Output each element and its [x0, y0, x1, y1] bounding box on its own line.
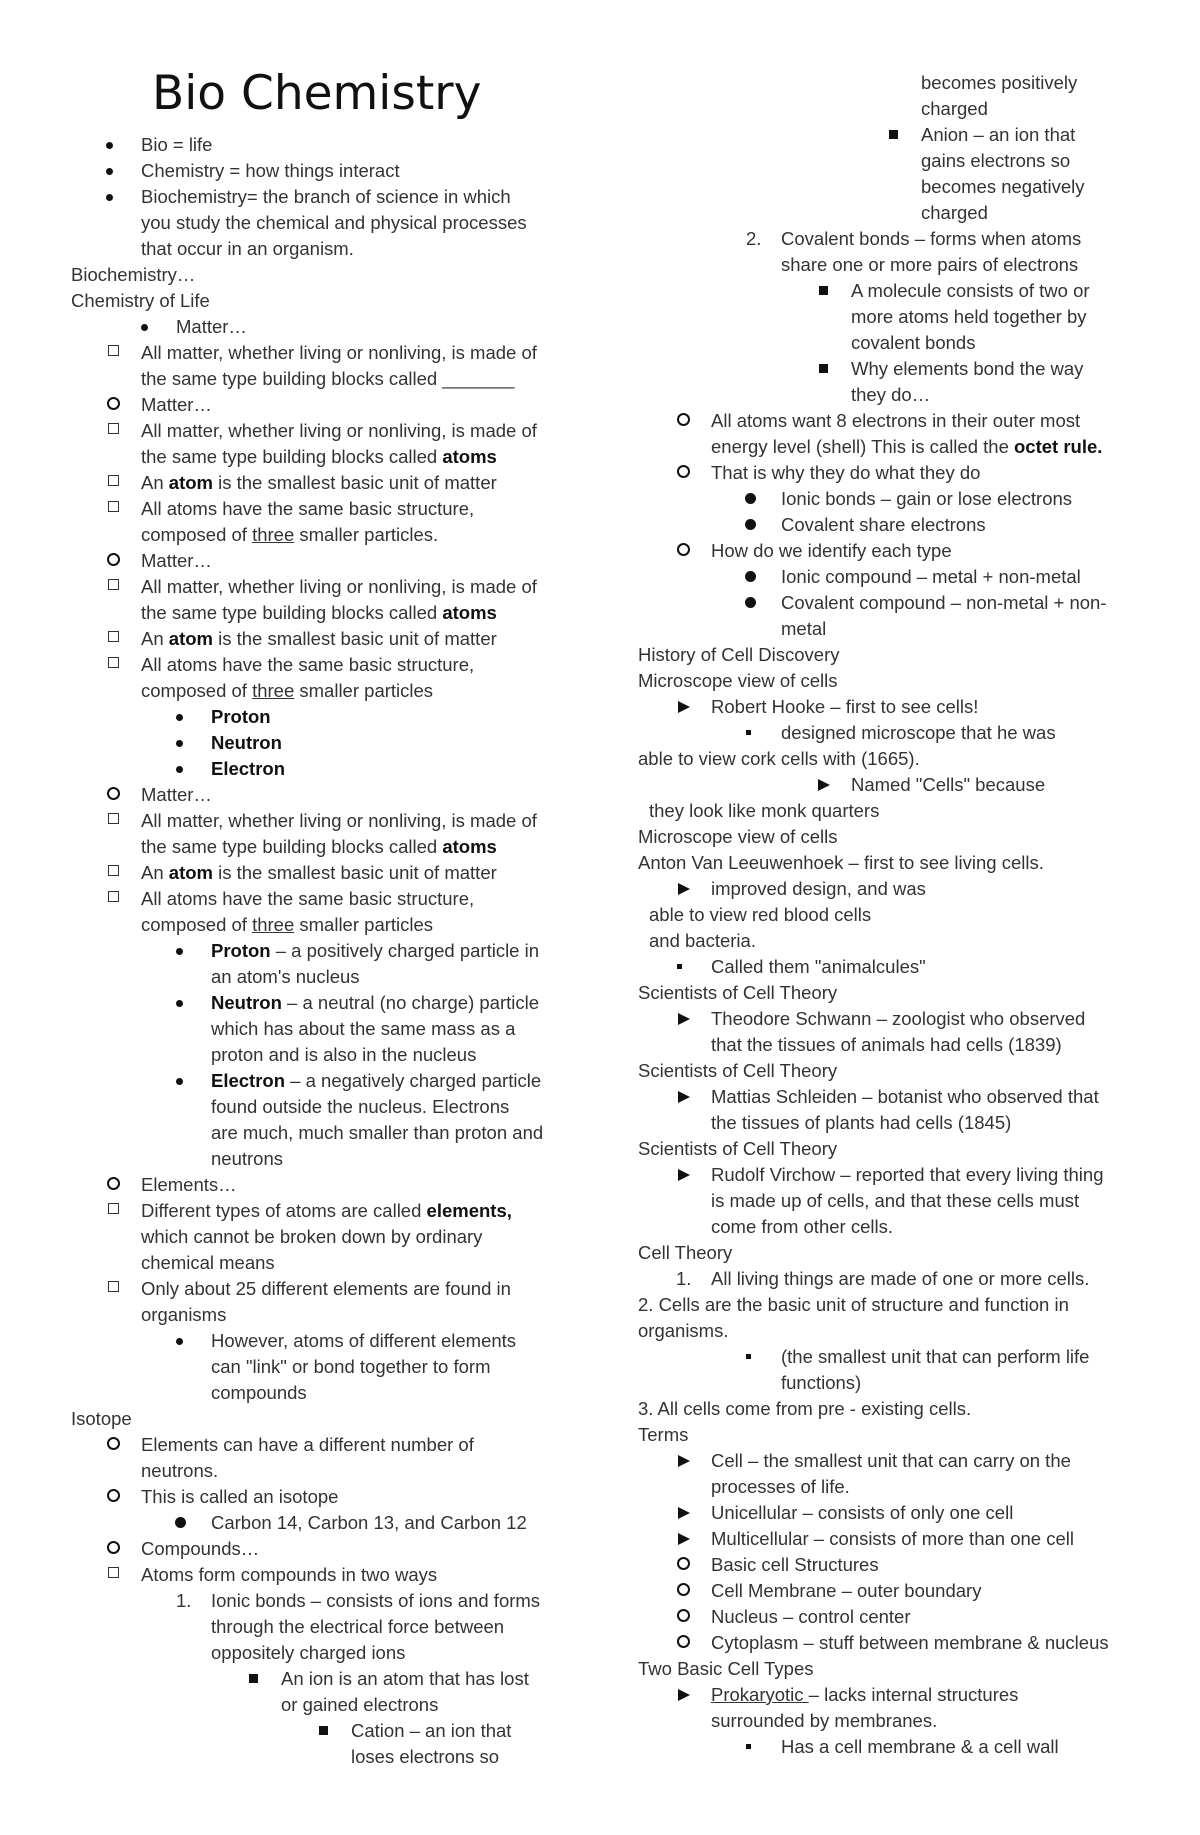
- text-line: Ionic bonds – consists of ions and forms: [211, 1590, 541, 1611]
- text-line: Covalent bonds – forms when atoms: [781, 228, 1082, 249]
- text-line: neutrons: [211, 1148, 283, 1169]
- text-line: All matter, whether living or nonliving, is made of: [141, 342, 537, 363]
- text-line: or gained electrons: [281, 1694, 439, 1715]
- text-line: metal: [781, 618, 827, 639]
- text-line: designed microscope that he was: [781, 722, 1056, 743]
- text-line: Proton – a positively charged particle in: [211, 940, 540, 961]
- text-line: A molecule consists of two or: [851, 280, 1090, 301]
- section-heading: Scientists of Cell Theory: [638, 1060, 838, 1081]
- text-line: Rudolf Virchow – reported that every living thing: [711, 1164, 1104, 1185]
- text-line: All atoms have the same basic structure,: [141, 498, 475, 519]
- checkbox-icon: [108, 579, 119, 590]
- arrow-bullet-icon: [678, 1091, 690, 1103]
- text-line: Elements can have a different number of: [141, 1434, 474, 1455]
- text-line: An ion is an atom that has lost: [281, 1668, 529, 1689]
- text-line: Cation – an ion that: [351, 1720, 512, 1741]
- checkbox-icon: [108, 345, 119, 356]
- text-line: All atoms want 8 electrons in their outer most: [711, 410, 1081, 431]
- square-bullet-icon: [249, 1674, 258, 1683]
- text-line: Called them "animalcules": [711, 956, 926, 977]
- text-line: processes of life.: [711, 1476, 850, 1497]
- circle-bullet-icon: [677, 1635, 690, 1648]
- text-line: All atoms have the same basic structure,: [141, 654, 475, 675]
- text-line: come from other cells.: [711, 1216, 893, 1237]
- text-line: improved design, and was: [711, 878, 926, 899]
- text-line: the same type building blocks called atoms: [141, 602, 497, 623]
- checkbox-icon: [108, 657, 119, 668]
- text-line: the same type building blocks called atoms: [141, 446, 497, 467]
- text-line: that occur in an organism.: [141, 238, 354, 259]
- text-line: gains electrons so: [921, 150, 1071, 171]
- text-line: composed of three smaller particles: [141, 680, 434, 701]
- text-line: Ionic bonds – gain or lose electrons: [781, 488, 1073, 509]
- text-line: An atom is the smallest basic unit of matter: [141, 862, 497, 883]
- arrow-bullet-icon: [678, 1455, 690, 1467]
- text-line: An atom is the smallest basic unit of matter: [141, 628, 497, 649]
- text-line: an atom's nucleus: [211, 966, 360, 987]
- text-line: Matter…: [141, 784, 212, 805]
- text-line: they look like monk quarters: [649, 800, 880, 821]
- text-line: composed of three smaller particles.: [141, 524, 439, 545]
- text-line: the same type building blocks called _______: [141, 368, 515, 389]
- text-line: Atoms form compounds in two ways: [141, 1564, 438, 1585]
- text-line: functions): [781, 1372, 862, 1393]
- checkbox-icon: [108, 501, 119, 512]
- text-line: All matter, whether living or nonliving, is made of: [141, 810, 537, 831]
- text-line: An atom is the smallest basic unit of matter: [141, 472, 497, 493]
- section-heading: Chemistry of Life: [71, 290, 210, 311]
- section-heading: Cell Theory: [638, 1242, 733, 1263]
- section-heading: Biochemistry…: [71, 264, 196, 285]
- section-heading: Terms: [638, 1424, 689, 1445]
- list-number: 1.: [176, 1590, 192, 1611]
- text-line: proton and is also in the nucleus: [211, 1044, 477, 1065]
- circle-bullet-icon: [107, 1177, 120, 1190]
- bullet-icon: [745, 597, 756, 608]
- text-line: chemical means: [141, 1252, 275, 1273]
- section-heading: Isotope: [71, 1408, 132, 1429]
- text-line: and bacteria.: [649, 930, 756, 951]
- circle-bullet-icon: [107, 553, 120, 566]
- bullet-icon: [176, 766, 183, 773]
- square-bullet-icon: [819, 286, 828, 295]
- text-line: Biochemistry= the branch of science in which: [141, 186, 511, 207]
- square-bullet-icon: [889, 130, 898, 139]
- text-line: Neutron: [211, 732, 282, 753]
- text-line: loses electrons so: [351, 1746, 500, 1767]
- text-line: surrounded by membranes.: [711, 1710, 938, 1731]
- text-line: Multicellular – consists of more than one cell: [711, 1528, 1074, 1549]
- text-line: neutrons.: [141, 1460, 219, 1481]
- section-heading: Microscope view of cells: [638, 670, 838, 691]
- text-line: composed of three smaller particles: [141, 914, 434, 935]
- text-line: charged: [921, 98, 988, 119]
- text-line: becomes negatively: [921, 176, 1085, 197]
- text-line: organisms.: [638, 1320, 729, 1341]
- arrow-bullet-icon: [678, 1533, 690, 1545]
- text-line: Covalent share electrons: [781, 514, 986, 535]
- bullet-icon: [106, 168, 113, 175]
- text-line: oppositely charged ions: [211, 1642, 406, 1663]
- text-line: Carbon 14, Carbon 13, and Carbon 12: [211, 1512, 527, 1533]
- bullet-icon: [745, 571, 756, 582]
- text-line: the same type building blocks called atoms: [141, 836, 497, 857]
- text-line: through the electrical force between: [211, 1616, 505, 1637]
- text-line: Mattias Schleiden – botanist who observed that: [711, 1086, 1099, 1107]
- circle-bullet-icon: [677, 1557, 690, 1570]
- text-line: which cannot be broken down by ordinary: [141, 1226, 483, 1247]
- text-line: energy level (shell) This is called the octet rule.: [711, 436, 1103, 457]
- bullet-icon: [745, 519, 756, 530]
- arrow-bullet-icon: [678, 1507, 690, 1519]
- text-line: Electron – a negatively charged particle: [211, 1070, 542, 1091]
- arrow-bullet-icon: [678, 1689, 690, 1701]
- text-line: Bio = life: [141, 134, 213, 155]
- text-line: can "link" or bond together to form: [211, 1356, 491, 1377]
- text-line: Chemistry = how things interact: [141, 160, 400, 181]
- text-line: organisms: [141, 1304, 227, 1325]
- arrow-bullet-icon: [818, 779, 830, 791]
- text-line: Basic cell Structures: [711, 1554, 879, 1575]
- section-heading: Scientists of Cell Theory: [638, 982, 838, 1003]
- text-line: How do we identify each type: [711, 540, 952, 561]
- bullet-icon: [175, 1517, 186, 1528]
- checkbox-icon: [108, 475, 119, 486]
- bullet-icon: [176, 1000, 183, 1007]
- text-line: becomes positively: [921, 72, 1078, 93]
- circle-bullet-icon: [677, 413, 690, 426]
- checkbox-icon: [108, 631, 119, 642]
- square-bullet-icon: [746, 1354, 751, 1359]
- circle-bullet-icon: [677, 1609, 690, 1622]
- section-heading: Scientists of Cell Theory: [638, 1138, 838, 1159]
- text-line: they do…: [851, 384, 931, 405]
- section-heading: Two Basic Cell Types: [638, 1658, 814, 1679]
- text-line: Nucleus – control center: [711, 1606, 911, 1627]
- circle-bullet-icon: [107, 1541, 120, 1554]
- bullet-icon: [745, 493, 756, 504]
- section-heading: History of Cell Discovery: [638, 644, 840, 665]
- text-line: All living things are made of one or more cells.: [711, 1268, 1090, 1289]
- circle-bullet-icon: [677, 465, 690, 478]
- checkbox-icon: [108, 865, 119, 876]
- arrow-bullet-icon: [678, 1169, 690, 1181]
- page-title: Bio Chemistry: [152, 66, 482, 121]
- text-line: Named "Cells" because: [851, 774, 1046, 795]
- text-line: All matter, whether living or nonliving, is made of: [141, 576, 537, 597]
- text-line: Elements…: [141, 1174, 237, 1195]
- text-line: compounds: [211, 1382, 307, 1403]
- text-line: Electron: [211, 758, 286, 779]
- text-line: found outside the nucleus. Electrons: [211, 1096, 510, 1117]
- circle-bullet-icon: [107, 1437, 120, 1450]
- bullet-icon: [106, 142, 113, 149]
- text-line: Cytoplasm – stuff between membrane & nucleus: [711, 1632, 1109, 1653]
- text-line: Proton: [211, 706, 271, 727]
- text-line: Only about 25 different elements are found in: [141, 1278, 511, 1299]
- text-line: Has a cell membrane & a cell wall: [781, 1736, 1059, 1757]
- circle-bullet-icon: [107, 787, 120, 800]
- text-line: (the smallest unit that can perform life: [781, 1346, 1090, 1367]
- section-heading: Microscope view of cells: [638, 826, 838, 847]
- circle-bullet-icon: [107, 397, 120, 410]
- text-line: This is called an isotope: [141, 1486, 339, 1507]
- checkbox-icon: [108, 891, 119, 902]
- square-bullet-icon: [819, 364, 828, 373]
- text-line: 3. All cells come from pre - existing cells.: [638, 1398, 972, 1419]
- circle-bullet-icon: [677, 543, 690, 556]
- checkbox-icon: [108, 1203, 119, 1214]
- square-bullet-icon: [319, 1726, 328, 1735]
- text-line: Anton Van Leeuwenhoek – first to see living cells.: [638, 852, 1044, 873]
- text-line: Ionic compound – metal + non-metal: [781, 566, 1081, 587]
- bullet-icon: [176, 1338, 183, 1345]
- text-line: Unicellular – consists of only one cell: [711, 1502, 1014, 1523]
- text-line: Anion – an ion that: [921, 124, 1076, 145]
- bullet-icon: [176, 1078, 183, 1085]
- text-line: Prokaryotic – lacks internal structures: [711, 1684, 1019, 1705]
- checkbox-icon: [108, 423, 119, 434]
- bullet-icon: [106, 194, 113, 201]
- text-line: is made up of cells, and that these cells must: [711, 1190, 1080, 1211]
- text-line: All matter, whether living or nonliving, is made of: [141, 420, 537, 441]
- text-line: more atoms held together by: [851, 306, 1087, 327]
- text-line: able to view cork cells with (1665).: [638, 748, 920, 769]
- text-line: Matter…: [176, 316, 247, 337]
- list-number: 1.: [676, 1268, 692, 1289]
- arrow-bullet-icon: [678, 1013, 690, 1025]
- square-bullet-icon: [746, 1744, 751, 1749]
- bullet-icon: [141, 324, 148, 331]
- text-line: Different types of atoms are called elements,: [141, 1200, 512, 1221]
- text-line: that the tissues of animals had cells (1839): [711, 1034, 1062, 1055]
- text-line: which has about the same mass as a: [211, 1018, 516, 1039]
- checkbox-icon: [108, 1281, 119, 1292]
- text-line: Matter…: [141, 394, 212, 415]
- text-line: are much, much smaller than proton and: [211, 1122, 544, 1143]
- text-line: Cell – the smallest unit that can carry on the: [711, 1450, 1071, 1471]
- list-number: 2.: [746, 228, 762, 249]
- text-line: However, atoms of different elements: [211, 1330, 517, 1351]
- circle-bullet-icon: [107, 1489, 120, 1502]
- checkbox-icon: [108, 1567, 119, 1578]
- text-line: That is why they do what they do: [711, 462, 981, 483]
- text-line: Why elements bond the way: [851, 358, 1084, 379]
- text-line: 2. Cells are the basic unit of structure and function in: [638, 1294, 1069, 1315]
- text-line: share one or more pairs of electrons: [781, 254, 1079, 275]
- bullet-icon: [176, 948, 183, 955]
- bullet-icon: [176, 714, 183, 721]
- circle-bullet-icon: [677, 1583, 690, 1596]
- text-line: Cell Membrane – outer boundary: [711, 1580, 982, 1601]
- text-line: Theodore Schwann – zoologist who observed: [711, 1008, 1086, 1029]
- square-bullet-icon: [746, 730, 751, 735]
- text-line: All atoms have the same basic structure,: [141, 888, 475, 909]
- text-line: Matter…: [141, 550, 212, 571]
- bullet-icon: [176, 740, 183, 747]
- text-line: Covalent compound – non-metal + non-: [781, 592, 1107, 613]
- text-line: the tissues of plants had cells (1845): [711, 1112, 1012, 1133]
- text-line: Robert Hooke – first to see cells!: [711, 696, 979, 717]
- text-line: you study the chemical and physical processes: [141, 212, 527, 233]
- text-line: Compounds…: [141, 1538, 260, 1559]
- text-line: able to view red blood cells: [649, 904, 872, 925]
- checkbox-icon: [108, 813, 119, 824]
- square-bullet-icon: [677, 964, 682, 969]
- arrow-bullet-icon: [678, 883, 690, 895]
- text-line: covalent bonds: [851, 332, 976, 353]
- text-line: Neutron – a neutral (no charge) particle: [211, 992, 540, 1013]
- arrow-bullet-icon: [678, 701, 690, 713]
- text-line: charged: [921, 202, 988, 223]
